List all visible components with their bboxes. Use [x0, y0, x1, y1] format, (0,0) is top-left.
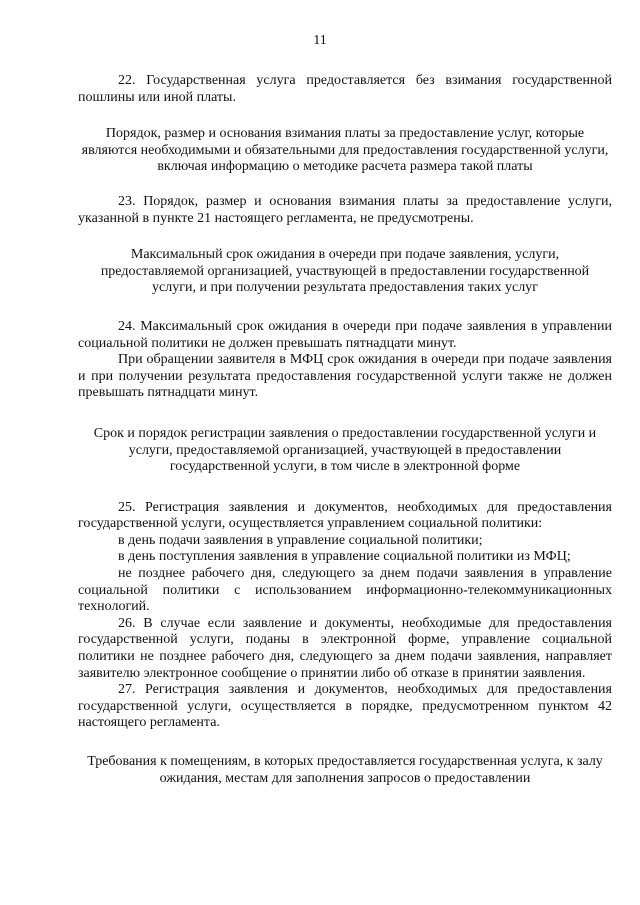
- paragraph-22: 22. Государственная услуга предоставляется без взимания государственной пошлины или иной платы.: [78, 73, 612, 105]
- paragraph-24: 24. Максимальный срок ожидания в очереди при подаче заявления в управлении социальной политики не должен превышать пятнадцати минут.: [78, 318, 612, 351]
- document-body: [78, 73, 612, 787]
- paragraph-25-item-3: не позднее рабочего дня, следующего за днем подачи заявления в управление социальной политики с использованием информационно-телекоммуникационных технологий.: [78, 566, 612, 615]
- paragraph-27: 27. Регистрация заявления и документов, необходимых для предоставления государственной услуги, осуществляется в порядке, предусмотренном пунктом 42 настоящего регламента.: [78, 682, 612, 731]
- paragraph-23: 23. Порядок, размер и основания взимания платы за предоставление услуги, указанной в пункте 21 настоящего регламента, не предусмотрены.: [78, 193, 612, 226]
- section-heading-queue-time: Максимальный срок ожидания в очереди при подаче заявления, услуги, предоставляемой организацией, участвующей в предоставлении государственной услуги, и при получении результата предоставления таких услуг: [100, 247, 590, 296]
- paragraph-25-item-1: в день подачи заявления в управление социальной политики;: [118, 532, 483, 548]
- page-number: 11: [313, 33, 327, 48]
- section-heading-registration: Срок и порядок регистрации заявления о предоставлении государственной услуги и услуги, предоставляемой организацией, участвующей в предоставлении государственной услуги, в том числе в электронной форме: [93, 425, 597, 475]
- section-heading-premises: Требования к помещениям, в которых предоставляется государственная услуга, к залу ожидания, местам для заполнения запросов о предоставлении: [87, 754, 603, 786]
- paragraph-25-item-2: в день поступления заявления в управление социальной политики из МФЦ;: [118, 549, 571, 565]
- paragraph-25: 25. Регистрация заявления и документов, необходимых для предоставления государственной услуги, осуществляется управлением социальной политики:: [78, 499, 612, 532]
- paragraph-24-mfc: При обращении заявителя в МФЦ срок ожидания в очереди при подаче заявления и при получении результата предоставления государственной услуги также не должен превышать пятнадцати минут.: [78, 352, 612, 401]
- paragraph-26: 26. В случае если заявление и документы, необходимые для предоставления государственной услуги, поданы в электронной форме, управление социальной политики не позднее рабочего дня, следующего за днем подачи заявления, направляет заявителю электронное сообщение о принятии либо об отказе в принятии заявления.: [78, 615, 612, 681]
- section-heading-fees: Порядок, размер и основания взимания платы за предоставление услуг, которые являются необходимыми и обязательными для предоставления государственной услуги, включая информацию о методике расчета размера такой платы: [81, 126, 609, 175]
